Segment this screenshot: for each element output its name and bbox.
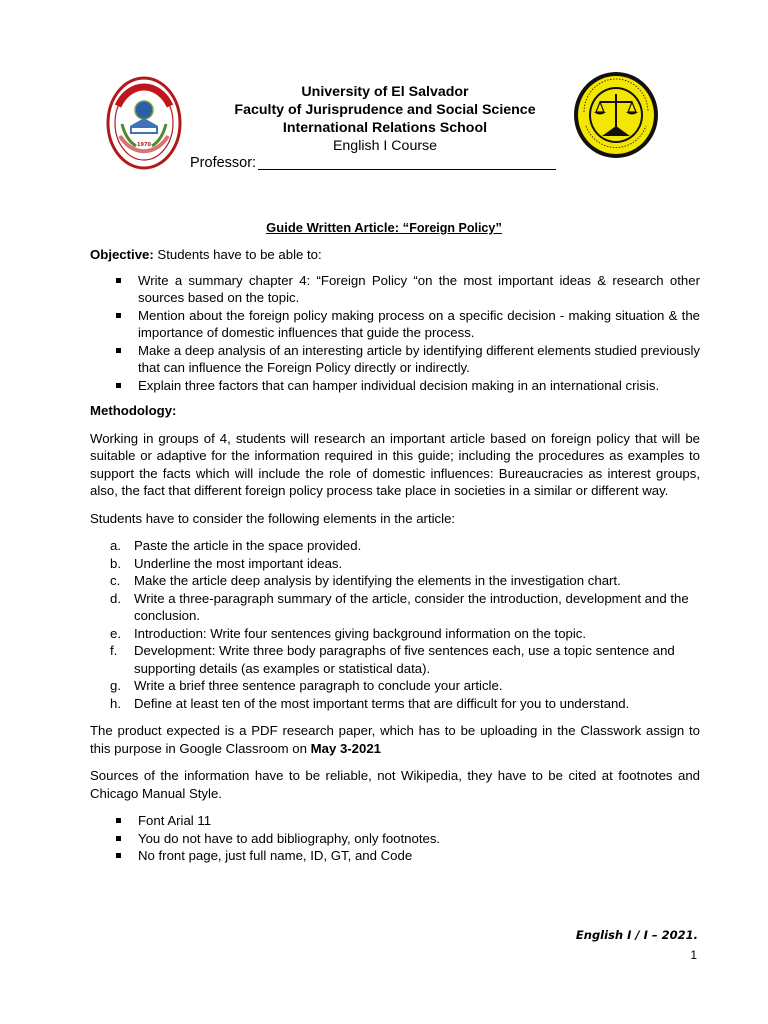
methodology-heading: Methodology: <box>90 403 177 418</box>
list-item: h. Define at least ten of the most important terms that are difficult for you to understand. <box>110 695 630 711</box>
square-bullet-icon <box>116 383 121 388</box>
product-text: The product expected is a PDF research paper, which has to be uploading in the Classwork assign to this purpose in Google Classroom on <box>90 723 700 756</box>
methodology-paragraph: Working in groups of 4, students will research an important article based on foreign policy that will be suitable or adaptive for the information required in this guide; including the procedures as examples to support the facts which will include the role of domestic influences: Bureaucracies as interest groups, also, the fact that different foreign policy process take place in societies in a similar or different way. <box>90 430 700 498</box>
objective-label: Objective: <box>90 247 154 262</box>
svg-text:1970: 1970 <box>137 142 151 148</box>
list-item: a. Paste the article in the space provided. <box>110 538 362 553</box>
professor-blank-line <box>258 155 556 170</box>
school-name: International Relations School <box>282 120 488 136</box>
square-bullet-icon <box>116 853 121 858</box>
product-paragraph <box>90 722 700 757</box>
elements-intro: Students have to consider the following elements in the article: <box>90 510 456 526</box>
guide-title-prefix: Guide Written Article: “ <box>266 220 410 235</box>
list-item: Explain three factors that can hamper individual decision making in an international crisis. <box>90 377 700 395</box>
list-item: d. Write a three-paragraph summary of the article, consider the introduction, development and the conclusion. <box>110 590 689 623</box>
square-bullet-icon <box>116 348 121 353</box>
university-name: University of El Salvador <box>301 84 469 100</box>
objective-list <box>90 272 700 395</box>
list-item: Write a summary chapter 4: “Foreign Policy “on the most important ideas & research other sources based on the topic. <box>90 272 700 307</box>
faculty-name: Faculty of Jurisprudence and Social Science <box>234 102 536 118</box>
university-seal-logo <box>106 76 182 170</box>
list-item: b. Underline the most important ideas. <box>110 555 343 571</box>
guide-title-suffix: ” <box>495 220 502 235</box>
square-bullet-icon <box>116 313 121 318</box>
product-date: May 3-2021 <box>310 740 382 756</box>
list-item: Font Arial 11 <box>90 812 700 830</box>
list-item: You do not have to add bibliography, only footnotes. <box>90 830 700 848</box>
sources-paragraph: Sources of the information have to be reliable, not Wikipedia, they have to be cited at footnotes and Chicago Manual Style. <box>90 768 700 801</box>
list-item: g. Write a brief three sentence paragraph to conclude your article. <box>110 678 503 693</box>
square-bullet-icon <box>116 836 121 841</box>
objective-text: Students have to be able to: <box>153 247 322 262</box>
elements-list <box>90 537 700 712</box>
professor-field <box>190 155 556 171</box>
objective-line <box>90 246 700 264</box>
list-item: f. Development: Write three body paragraphs of five sentences each, use a topic sentence and supporting details (as examples or statistical data). <box>110 643 675 676</box>
document-header <box>190 83 580 155</box>
guide-title <box>0 220 768 235</box>
guide-title-topic: Foreign Policy <box>409 221 496 235</box>
document-body <box>90 246 700 865</box>
professor-label: Professor: <box>190 155 257 171</box>
footer-course-year: English I / I – 2021. <box>575 928 698 942</box>
square-bullet-icon <box>116 818 121 823</box>
format-list <box>90 812 700 865</box>
page-number: 1 <box>690 948 697 962</box>
list-item: No front page, just full name, ID, GT, and Code <box>90 847 700 865</box>
list-item: e. Introduction: Write four sentences giving background information on the topic. <box>110 625 587 641</box>
list-item: Mention about the foreign policy making process on a specific decision - making situation & the importance of domestic influences that guide the process. <box>90 307 700 342</box>
square-bullet-icon <box>116 278 121 283</box>
course-name: English I Course <box>332 138 438 154</box>
faculty-seal-logo <box>572 70 660 160</box>
list-item: c. Make the article deep analysis by identifying the elements in the investigation chart. <box>110 573 621 588</box>
list-item: Make a deep analysis of an interesting article by identifying different elements studied previously that can influence the Foreign Policy directly or indirectly. <box>90 342 700 377</box>
